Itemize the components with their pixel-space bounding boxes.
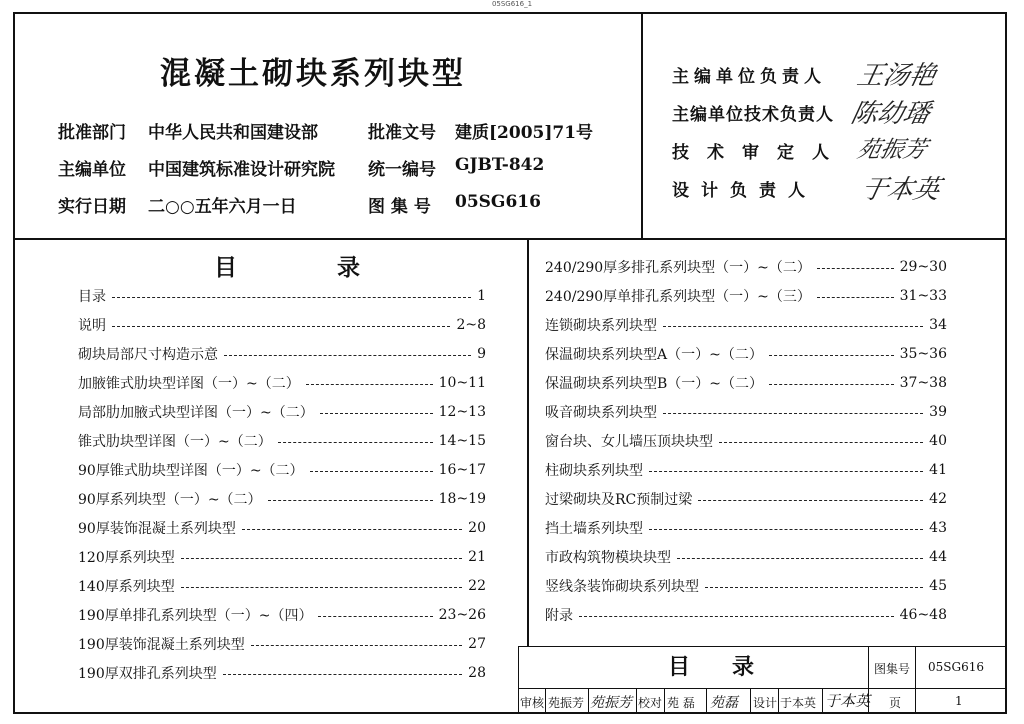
effective-date: 二○○五年六月一日 — [148, 197, 297, 217]
toc-item-pages: 29~30 — [899, 259, 947, 275]
reviewer-name: 苑振芳 — [548, 696, 585, 710]
toc-right-item-2 — [545, 285, 947, 307]
reviewer-signature: 苑振芳 — [590, 695, 632, 711]
toc-leader — [278, 442, 433, 443]
toc-item-pages: 14~15 — [438, 433, 486, 449]
toc-item-pages: 2~8 — [456, 317, 486, 333]
toc-leader — [817, 297, 894, 298]
title-block-row-divider — [518, 688, 1007, 689]
title-block-cell-line — [778, 688, 779, 714]
toc-item-pages: 21 — [468, 549, 486, 565]
title-block-cell-line — [588, 688, 589, 714]
toc-item-title: 吸音砌块系列块型 — [545, 405, 657, 421]
toc-leader — [677, 558, 923, 559]
toc-item-title: 说明 — [78, 318, 106, 334]
toc-item-title: 140厚系列块型 — [78, 579, 175, 595]
toc-item-title: 目录 — [78, 289, 106, 305]
toc-item-pages: 22 — [468, 578, 486, 594]
toc-right-item-3 — [545, 314, 947, 336]
signature-chief-unit-head: 王汤艳 — [854, 61, 939, 91]
toc-item-title: 120厚系列块型 — [78, 550, 175, 566]
toc-leader — [181, 558, 462, 559]
toc-item-pages: 27 — [468, 636, 486, 652]
title-block-cell-line — [636, 688, 637, 714]
toc-left-item-10 — [78, 546, 486, 568]
toc-item-pages: 31~33 — [899, 288, 947, 304]
toc-item-pages: 37~38 — [899, 375, 947, 391]
header-divider — [13, 238, 1007, 240]
toc-leader — [698, 500, 923, 501]
signature-chief-unit-tech-head: 陈幼璠 — [848, 99, 933, 129]
signature-tech-reviewer: 苑振芳 — [854, 137, 930, 163]
design-label: 设计 — [753, 696, 778, 710]
toc-leader — [320, 413, 433, 414]
title-block-cell-line — [822, 688, 823, 714]
toc-item-pages: 34 — [929, 317, 947, 333]
toc-item-title: 190厚装饰混凝土系列块型 — [78, 637, 245, 653]
toc-right-item-12 — [545, 575, 947, 597]
toc-right-item-1 — [545, 256, 947, 278]
toc-item-pages: 44 — [929, 549, 947, 565]
toc-item-title: 市政构筑物模块块型 — [545, 550, 671, 566]
page-title: 混凝土砌块系列块型 — [160, 56, 466, 92]
toc-leader — [817, 268, 894, 269]
toc-item-title: 190厚双排孔系列块型 — [78, 666, 217, 682]
toc-item-pages: 12~13 — [438, 404, 486, 420]
toc-item-pages: 18~19 — [438, 491, 486, 507]
title-block-cell-line — [706, 688, 707, 714]
toc-right-item-6 — [545, 401, 947, 423]
atlas-no: 05SG616 — [455, 192, 541, 212]
approval-dept: 中华人民共和国建设部 — [148, 123, 318, 143]
toc-item-title: 挡土墙系列块型 — [545, 521, 643, 537]
check-label: 校对 — [638, 696, 663, 710]
toc-item-pages: 45 — [929, 578, 947, 594]
toc-item-title: 240/290厚多排孔系列块型（一）~（二） — [545, 260, 811, 276]
toc-leader — [181, 587, 462, 588]
toc-item-pages: 23~26 — [438, 607, 486, 623]
toc-left-item-1 — [78, 285, 486, 307]
approval-dept-label: 批准部门 — [58, 123, 126, 143]
toc-leader — [242, 529, 462, 530]
page-label: 页 — [889, 696, 902, 710]
toc-right-item-8 — [545, 459, 947, 481]
unified-no: GJBT-842 — [455, 155, 545, 175]
toc-leader — [224, 355, 471, 356]
toc-item-pages: 1 — [477, 288, 486, 304]
toc-left-item-14 — [78, 662, 486, 684]
atlas-no-label: 图 集 号 — [368, 197, 431, 217]
chief-unit: 中国建筑标准设计研究院 — [148, 160, 335, 180]
title-block-cell-line — [664, 688, 665, 714]
signature-design-head: 于本英 — [858, 175, 943, 205]
toc-left-item-2 — [78, 314, 486, 336]
toc-item-title: 柱砌块系列块型 — [545, 463, 643, 479]
toc-item-pages: 39 — [929, 404, 947, 420]
toc-heading: 目录 — [214, 254, 460, 281]
page-number: 1 — [955, 694, 963, 708]
toc-right-item-10 — [545, 517, 947, 539]
toc-right-item-13 — [545, 604, 947, 626]
toc-leader — [663, 326, 923, 327]
toc-item-title: 90厚系列块型（一）~（二） — [78, 492, 262, 508]
chief-unit-label: 主编单位 — [58, 160, 126, 180]
toc-item-title: 附录 — [545, 608, 573, 624]
sheet-id: 05SG616_1 — [491, 0, 533, 8]
toc-item-title: 连锁砌块系列块型 — [545, 318, 657, 334]
toc-left-item-5 — [78, 401, 486, 423]
toc-item-title: 240/290厚单排孔系列块型（一）~（三） — [545, 289, 811, 305]
toc-item-title: 保温砌块系列块型A（一）~（二） — [545, 347, 763, 363]
title-block-atlas-label: 图集号 — [874, 662, 911, 676]
toc-left-item-6 — [78, 430, 486, 452]
toc-left-item-7 — [78, 459, 486, 481]
toc-leader — [268, 500, 433, 501]
toc-item-title: 190厚单排孔系列块型（一）~（四） — [78, 608, 313, 624]
toc-item-pages: 10~11 — [438, 375, 486, 391]
checker-signature: 苑磊 — [710, 695, 738, 711]
toc-leader — [769, 355, 894, 356]
toc-item-title: 过梁砌块及RC预制过梁 — [545, 492, 693, 508]
toc-item-title: 砌块局部尺寸构造示意 — [78, 347, 218, 363]
toc-leader — [318, 616, 432, 617]
title-block-cell-line — [750, 688, 751, 714]
designer-name: 于本英 — [780, 696, 817, 710]
toc-item-title: 90厚锥式肋块型详图（一）~（二） — [78, 463, 304, 479]
title-block-name: 目录 — [668, 654, 797, 680]
toc-right-item-9 — [545, 488, 947, 510]
approval-no-label: 批准文号 — [368, 123, 436, 143]
toc-leader — [705, 587, 923, 588]
role-chief-unit-tech-head: 主编单位技术负责人 — [672, 105, 834, 125]
review-label: 审核 — [520, 696, 545, 710]
toc-item-title: 窗台块、女儿墙压顶块块型 — [545, 434, 713, 450]
toc-item-pages: 46~48 — [899, 607, 947, 623]
toc-item-pages: 40 — [929, 433, 947, 449]
title-block-atlas-no: 05SG616 — [928, 660, 984, 674]
toc-item-pages: 41 — [929, 462, 947, 478]
toc-leader — [251, 645, 462, 646]
toc-left-item-4 — [78, 372, 486, 394]
unified-no-label: 统一编号 — [368, 160, 436, 180]
toc-item-pages: 42 — [929, 491, 947, 507]
toc-right-item-7 — [545, 430, 947, 452]
toc-leader — [649, 471, 923, 472]
title-block-cell-line — [545, 688, 546, 714]
toc-right-item-4 — [545, 343, 947, 365]
toc-leader — [769, 384, 894, 385]
toc-left-item-9 — [78, 517, 486, 539]
toc-leader — [223, 674, 462, 675]
toc-left-item-3 — [78, 343, 486, 365]
role-design-head: 设计负责人 — [672, 181, 817, 201]
toc-item-pages: 28 — [468, 665, 486, 681]
toc-leader — [579, 616, 894, 617]
toc-item-title: 锥式肋块型详图（一）~（二） — [78, 434, 272, 450]
header-vertical-divider — [641, 12, 643, 239]
approval-no: 建质[2005]71号 — [455, 123, 594, 143]
toc-left-item-12 — [78, 604, 486, 626]
role-tech-reviewer: 技术审定人 — [672, 143, 847, 163]
toc-item-title: 90厚装饰混凝土系列块型 — [78, 521, 236, 537]
toc-leader — [112, 297, 471, 298]
toc-left-item-11 — [78, 575, 486, 597]
title-block-col-divider-2 — [915, 646, 916, 714]
toc-item-pages: 35~36 — [899, 346, 947, 362]
toc-leader — [663, 413, 923, 414]
toc-left-item-8 — [78, 488, 486, 510]
toc-item-title: 局部肋加腋式块型详图（一）~（二） — [78, 405, 314, 421]
toc-item-title: 保温砌块系列块型B（一）~（二） — [545, 376, 764, 392]
toc-item-pages: 9 — [477, 346, 486, 362]
toc-leader — [649, 529, 923, 530]
toc-leader — [112, 326, 450, 327]
toc-leader — [310, 471, 433, 472]
toc-leader — [719, 442, 923, 443]
toc-right-item-5 — [545, 372, 947, 394]
toc-left-item-13 — [78, 633, 486, 655]
toc-item-pages: 43 — [929, 520, 947, 536]
toc-right-item-11 — [545, 546, 947, 568]
checker-name: 苑 磊 — [667, 696, 695, 710]
role-chief-unit-head: 主编单位负责人 — [672, 67, 826, 87]
toc-column-divider — [527, 238, 529, 646]
toc-item-pages: 16~17 — [438, 462, 486, 478]
toc-leader — [306, 384, 433, 385]
toc-item-title: 加腋锥式肋块型详图（一）~（二） — [78, 376, 300, 392]
toc-item-pages: 20 — [468, 520, 486, 536]
toc-item-title: 竖线条装饰砌块系列块型 — [545, 579, 699, 595]
effective-date-label: 实行日期 — [58, 197, 126, 217]
designer-signature: 于本英 — [825, 692, 871, 710]
